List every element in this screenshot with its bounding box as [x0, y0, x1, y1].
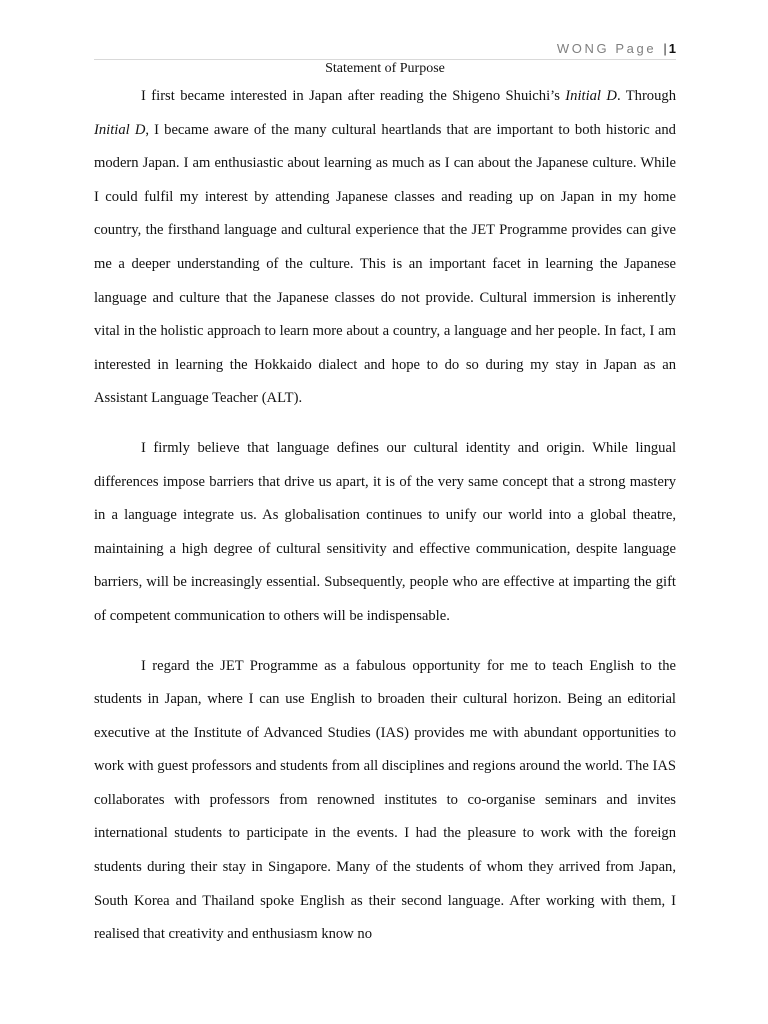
page-header	[94, 40, 676, 58]
paragraph-3: I regard the JET Programme as a fabulous opportunity for me to teach English to the students in Japan, where I can use English to broaden their cultural horizon. Being an editorial executive at the Institute of Advanced Studies (IAS) provides me with abundant opportunities to work with guest professors and students from all disciplines and regions around the world. The IAS collaborates with professors from renowned institutes to co-organise seminars and invites international students to participate in the events. I had the pleasure to work with the foreign students during their stay in Singapore. Many of the students of whom they arrived from Japan, South Korea and Thailand spoke English as their second language. After working with them, I realised that creativity and enthusiasm know no	[94, 657, 676, 943]
paragraph-1-text-a: I first became interested in Japan after reading the Shigeno Shuichi’s	[141, 88, 566, 104]
paragraph-1-text-b: . Through	[616, 88, 676, 104]
paragraph-2: I firmly believe that language defines our cultural identity and origin. While lingual differences impose barriers that drive us apart, it is of the very same concept that a strong mastery in a language integrate us. As globalisation continues to unify our world into a global theatre, maintaining a high degree of cultural sensitivity and effective communication, despite language barriers, will be increasingly essential. Subsequently, people who are effective at imparting the gift of competent communication to others will be indispensable.	[94, 439, 676, 624]
paragraph-1	[94, 80, 676, 416]
header-separator: |	[663, 41, 667, 56]
header-name: WONG	[556, 41, 610, 56]
document-body	[94, 80, 676, 968]
page-number: 1	[668, 41, 676, 56]
paragraph-1-text-c: , I became aware of the many cultural heartlands that are important to both historic and modern Japan. I am enthusiastic about learning as much as I can about the Japanese culture. While I could fulfil my interest by attending Japanese classes and reading up on Japan in my home country, the firsthand language and cultural experience that the JET Programme provides can give me a deeper understanding of the culture. This is an important facet in learning the Japanese language and culture that the Japanese classes do not provide. Cultural immersion is inherently vital in the holistic approach to learn more about a country, a language and her people. In fact, I am interested in learning the Hokkaido dialect and hope to do so during my stay in Japan as an Assistant Language Teacher (ALT).	[94, 121, 676, 407]
book-title-italic: Initial D	[94, 121, 146, 138]
document-title: Statement of Purpose	[325, 61, 445, 76]
book-title-italic: Initial D	[565, 88, 617, 104]
header-page-word: Page	[615, 41, 657, 56]
